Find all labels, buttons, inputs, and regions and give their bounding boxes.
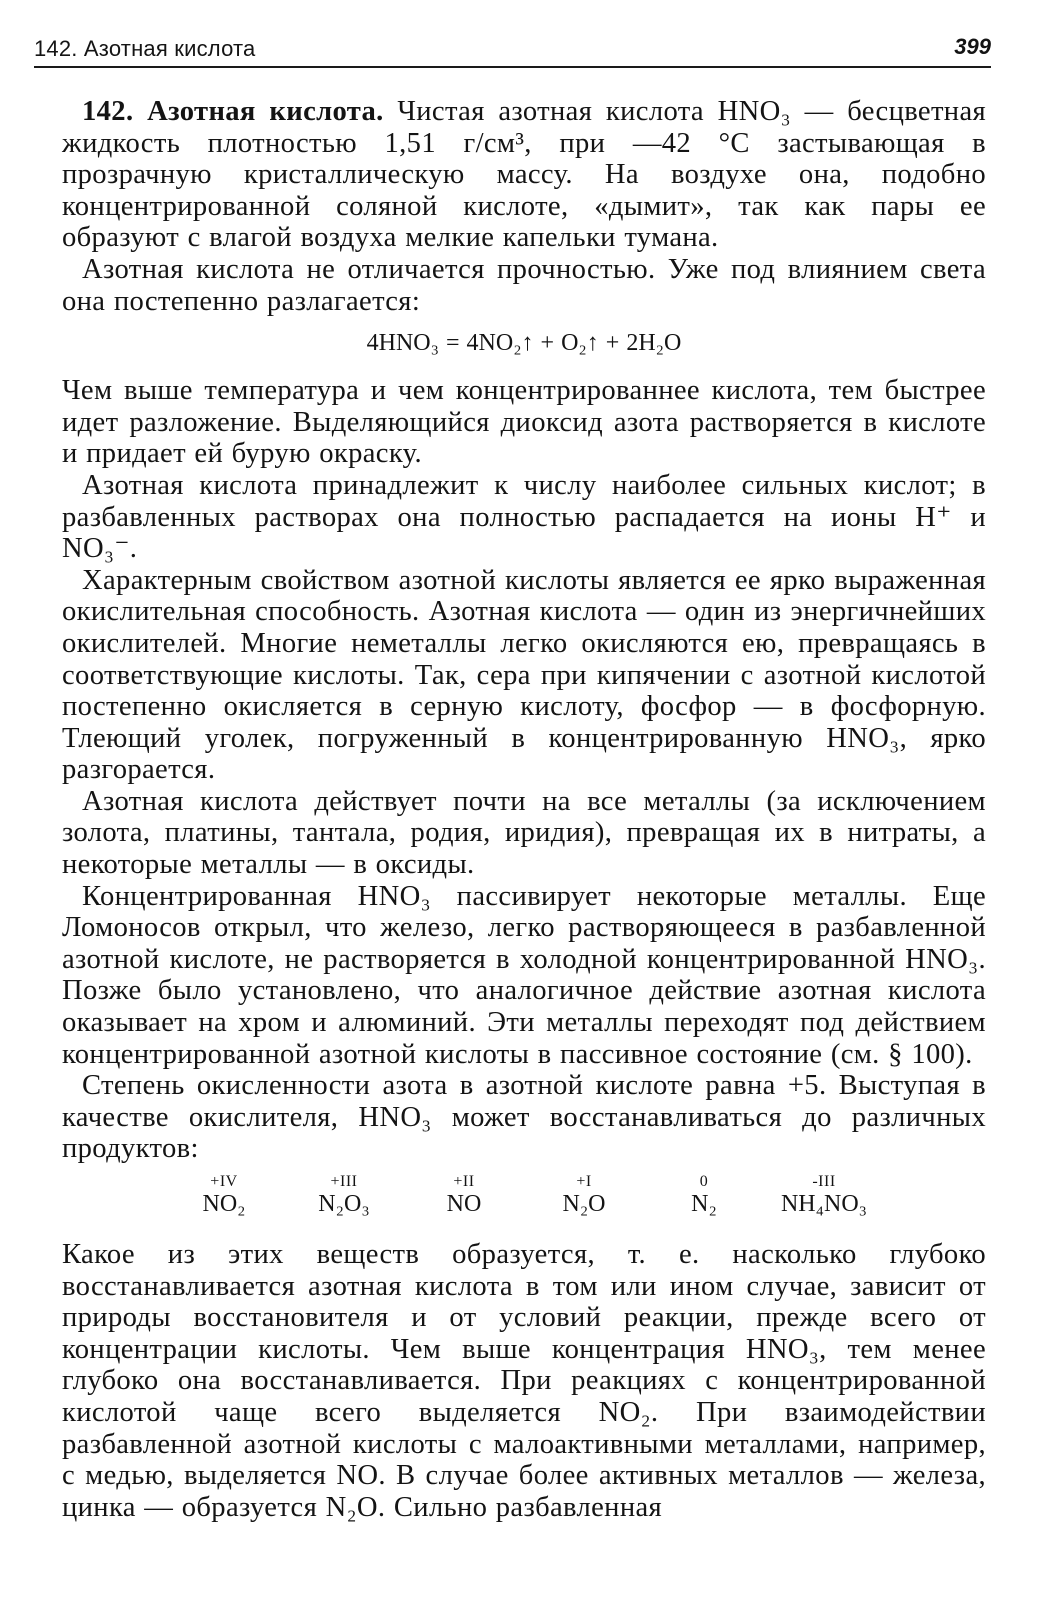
product-nh4no3 — [764, 1173, 884, 1217]
page-number: 399 — [954, 34, 991, 59]
paragraph-decomposition: Чем выше температура и чем концентрированнее кислота, тем быстрее идет разложение. Выделяющийся диоксид азота растворяется в кислоте и придает ей бурую окраску. — [62, 375, 986, 470]
header-rule — [34, 66, 991, 68]
product-formula: N₂O — [562, 1191, 606, 1217]
paragraph-oxidizer: Характерным свойством азотной кислоты является ее ярко выраженная окислительная способность. Азотная кислота — один из энергичнейших окислителей. Многие неметаллы легко окисляются ею, превращаясь в соответствующие кислоты. Так, сера при кипячении с азотной кислотой постепенно окисляется в серную кислоту, фосфор — в фосфорную. Тлеющий уголек, погруженный в концентрированную HNO₃, ярко разгорается. — [62, 564, 986, 786]
running-head — [34, 32, 991, 66]
paragraph-metals: Азотная кислота действует почти на все металлы (за исключением золота, платины, тантала, родия, иридия), превращая их в нитраты, а некоторые металлы — в оксиды. — [62, 785, 986, 881]
product-formula: NO₂ — [202, 1191, 246, 1217]
product-no2 — [164, 1173, 284, 1217]
decomposition-equation: 4HNO₃ = 4NO₂↑ + O₂↑ + 2H₂O — [366, 330, 682, 357]
paragraph-oxidation-state: Степень окисленности азота в азотной кислоте равна +5. Выступая в качестве окислителя, HNO₃ может восстанавливаться до различных продуктов: — [62, 1070, 986, 1165]
product-no — [404, 1173, 524, 1217]
paragraph-strength: Азотная кислота принадлежит к числу наиболее сильных кислот; в разбавленных растворах она полностью распадается на ионы H⁺ и NO₃⁻. — [62, 469, 986, 565]
oxidation-state-label: -III — [812, 1173, 836, 1190]
paragraph-stability: Азотная кислота не отличается прочностью. Уже под влиянием света она постепенно разлагается: — [62, 253, 986, 317]
oxidation-state-label: +II — [453, 1173, 475, 1190]
product-formula: NO — [446, 1191, 482, 1217]
reduction-products-row — [62, 1173, 986, 1217]
product-formula: N₂ — [691, 1191, 717, 1217]
product-n2o3 — [284, 1173, 404, 1217]
paragraph-intro — [62, 96, 986, 254]
product-n2 — [644, 1173, 764, 1217]
section-title: 142. Азотная кислота — [34, 36, 256, 61]
body-text — [62, 96, 986, 1523]
product-formula: N₂O₃ — [318, 1191, 370, 1217]
paragraph-intro-text: Чистая азотная кислота HNO₃ — бесцветная жидкость плотностью 1,51 г/см³, при —42 °С застывающая в прозрачную кристаллическую массу. На воздухе она, подобно концентрированной соляной кислоте, «дымит», так как пары ее образуют с влагой воздуха мелкие капельки тумана. — [62, 96, 986, 254]
oxidation-state-label: +IV — [210, 1173, 238, 1190]
section-lead: 142. Азотная кислота. — [82, 96, 384, 127]
oxidation-state-label: +I — [576, 1173, 592, 1190]
product-n2o — [524, 1173, 644, 1217]
oxidation-state-label: +III — [330, 1173, 358, 1190]
oxidation-state-label: 0 — [699, 1173, 709, 1190]
paragraph-reduction-depth: Какое из этих веществ образуется, т. е. насколько глубоко восстанавливается азотная кислота в том или ином случае, зависит от природы восстановителя и от условий реакции, прежде всего от концентрации кислоты. Чем выше концентрация HNO₃, тем менее глубоко она восстанавливается. При реакциях с концентрированной кислотой чаще всего выделяется NO₂. При взаимодействии разбавленной азотной кислоты с малоактивными металлами, например, с медью, выделяется NO. В случае более активных металлов — железа, цинка — образуется N₂O. Сильно разбавленная — [62, 1239, 986, 1523]
product-formula: NH₄NO₃ — [780, 1191, 868, 1217]
paragraph-passivation: Концентрированная HNO₃ пассивирует некоторые металлы. Еще Ломоносов открыл, что железо, легко растворяющееся в разбавленной азотной кислоте, не растворяется в холодной концентрированной HNO₃. Позже было установлено, что аналогичное действие азотная кислота оказывает на хром и алюминий. Эти металлы переходят под действием концентрированной азотной кислоты в пассивное состояние (см. § 100). — [62, 880, 986, 1070]
